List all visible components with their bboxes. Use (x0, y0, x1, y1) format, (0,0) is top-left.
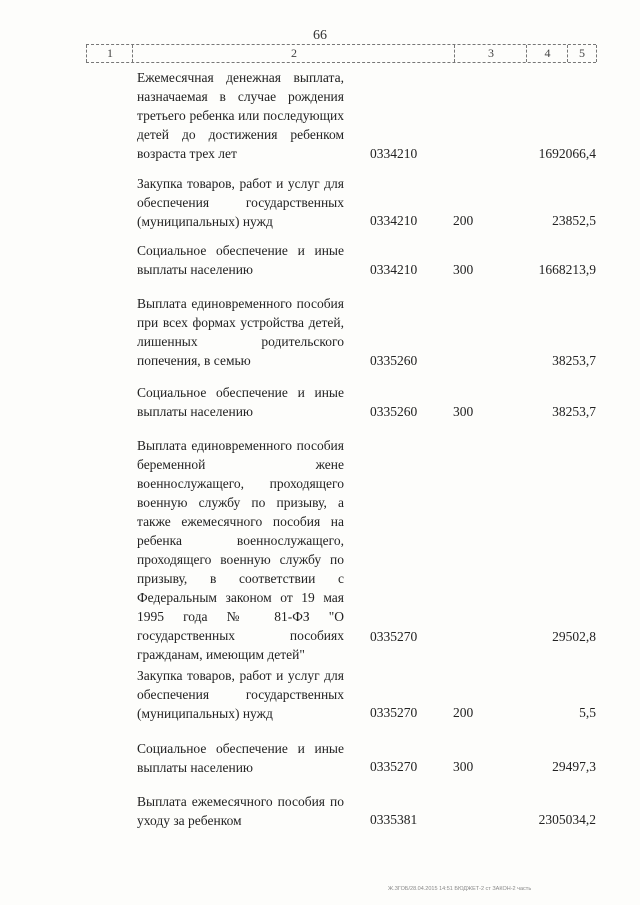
header-col-3: 3 (454, 45, 527, 62)
row-amount: 29497,3 (552, 759, 596, 774)
row-type: 300 (453, 262, 474, 277)
row-description: Закупка товаров, работ и услуг для обеспечения государственных (муниципальных) нужд (137, 176, 344, 229)
row-code: 0335260 (370, 353, 418, 368)
row-amount: 38253,7 (552, 353, 596, 368)
row-code: 0335270 (370, 705, 418, 720)
row-code: 0335270 (370, 629, 418, 644)
footer-stamp: Ж.ЗГОБ/28.04.2015 14:51 БЮДЖЕТ-2 ст ЗАКОН-2 часть (388, 886, 532, 892)
row-description: Выплата единовременного пособия беременной жене военнослужащего, проходящего военную службу по призыву, а также ежемесячного пособия на ребенка военнослужащего, проходящего военную службу по призыву, в соответствии с Федеральным законом от 19 мая 1995 года № 81-ФЗ "О государственных пособиях гражданам, имеющим детей" (137, 438, 344, 662)
row-description: Закупка товаров, работ и услуг для обеспечения государственных (муниципальных) нужд (137, 668, 344, 721)
row-type: 200 (453, 213, 474, 228)
row-code: 0334210 (370, 262, 418, 277)
table-header (86, 44, 596, 63)
row-description: Выплата ежемесячного пособия по уходу за ребенком (137, 794, 344, 828)
row-code: 0334210 (370, 146, 418, 161)
row-amount: 23852,5 (552, 213, 596, 228)
header-col-5: 5 (567, 45, 597, 62)
row-type: 200 (453, 705, 474, 720)
header-col-1: 1 (86, 45, 133, 62)
row-code: 0334210 (370, 213, 418, 228)
row-code: 0335270 (370, 759, 418, 774)
row-description: Социальное обеспечение и иные выплаты населению (137, 741, 344, 775)
row-description: Ежемесячная денежная выплата, назначаемая в случае рождения третьего ребенка или последующих детей до достижения ребенком возраста трех лет (137, 70, 344, 161)
header-col-2: 2 (132, 45, 455, 62)
row-type: 300 (453, 404, 474, 419)
row-amount: 29502,8 (552, 629, 596, 644)
row-amount: 5,5 (579, 705, 596, 720)
row-code: 0335260 (370, 404, 418, 419)
row-amount: 1668213,9 (538, 262, 596, 277)
row-amount: 38253,7 (552, 404, 596, 419)
row-amount: 1692066,4 (538, 146, 596, 161)
page-number: 66 (313, 28, 327, 43)
row-description: Социальное обеспечение и иные выплаты населению (137, 243, 344, 277)
header-col-4: 4 (526, 45, 568, 62)
row-amount: 2305034,2 (538, 812, 596, 827)
row-type: 300 (453, 759, 474, 774)
row-code: 0335381 (370, 812, 418, 827)
row-description: Выплата единовременного пособия при всех формах устройства детей, лишенных родительского попечения, в семью (137, 296, 344, 368)
row-description: Социальное обеспечение и иные выплаты населению (137, 385, 344, 419)
